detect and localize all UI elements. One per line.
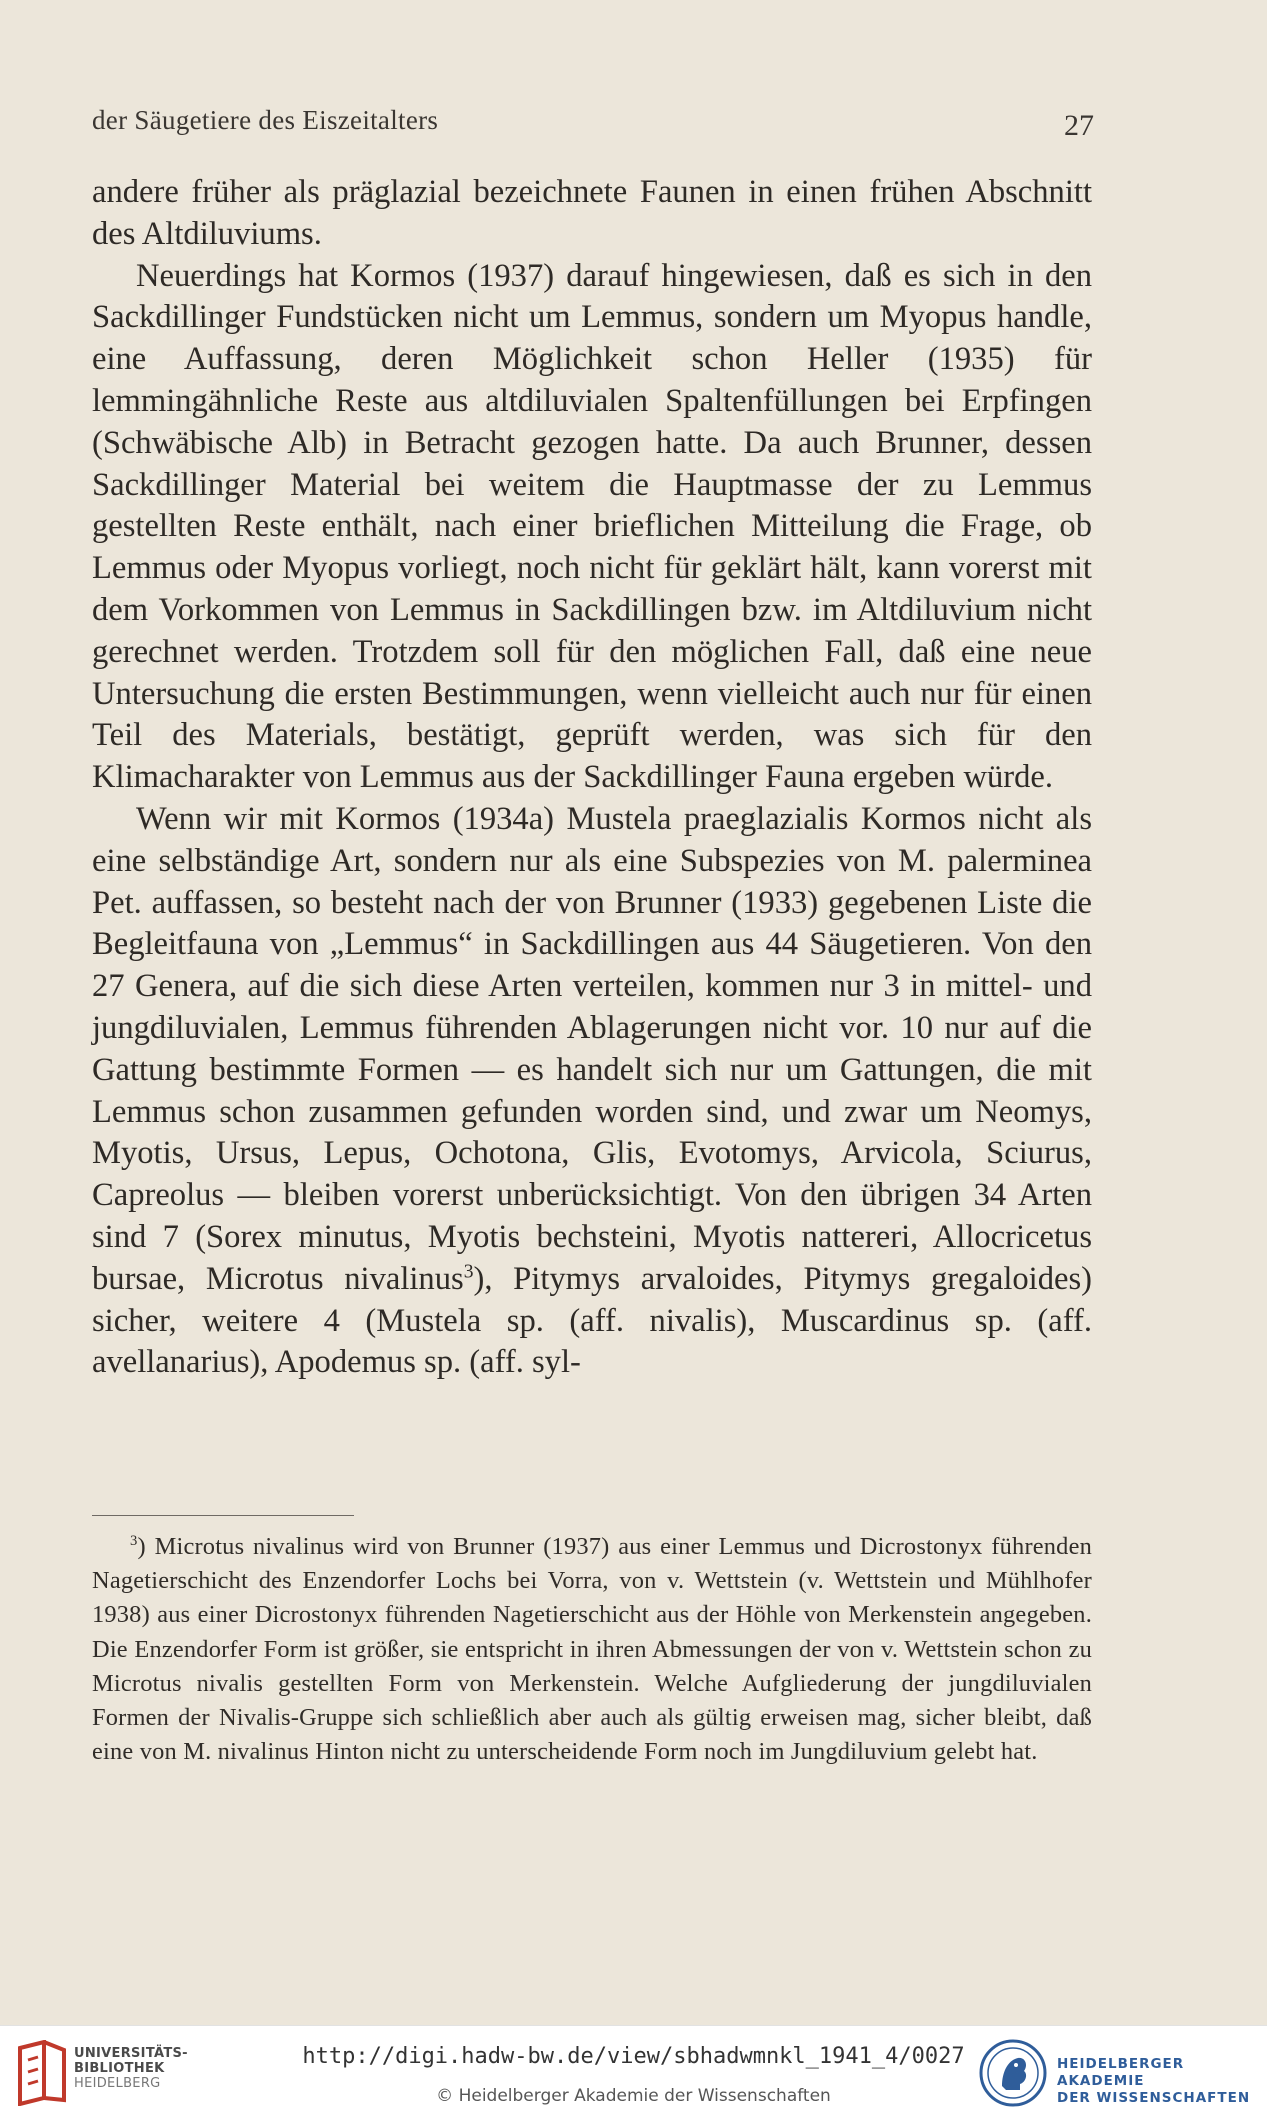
paragraph-3-text-b: ), Pitymys arvaloides, Pitymys gregaloides) sicher, weitere 4 (Mustela sp. (aff. nivalis), Muscardinus sp. (aff. avellanarius), Apodemus sp. (aff. syl- bbox=[92, 1260, 1092, 1381]
running-title: der Säugetiere des Eiszeitalters bbox=[92, 105, 439, 135]
footnote-marker: 3 bbox=[130, 1533, 138, 1550]
academy-name-line-1: HEIDELBERGER AKADEMIE bbox=[1057, 2056, 1185, 2089]
main-text bbox=[92, 172, 1092, 1384]
page-number: 27 bbox=[1064, 109, 1094, 142]
academy-name[interactable] bbox=[1057, 2056, 1267, 2107]
footnote bbox=[92, 1530, 1092, 1769]
footnote-text: ) Microtus nivalinus wird von Brunner (1937) aus einer Lemmus und Dicrostonyx führenden Nagetierschicht des Enzendorfer Lochs bei Vorra, von v. Wettstein (v. Wettstein und Mühlhofer 1938) aus einer Dicrostonyx führenden Nagetierschicht aus der Höhle von Merkenstein angegeben. Die Enzendorfer Form ist größer, sie entspricht in ihren Abmessungen der von v. Wettstein schon zu Microtus nivalis gestellten Form von Merkenstein. Welche Aufgliederung der jungdiluvialen Formen der Nivalis-Gruppe sich schließlich aber auch als gültig erweisen mag, sicher bleibt, daß eine von M. nivalinus Hinton nicht zu unterscheidende Form noch im Jungdiluvium gelebt hat. bbox=[92, 1533, 1092, 1766]
paragraph-1: andere früher als präglazial bezeichnete Faunen in einen frühen Abschnitt des Altdiluviums. bbox=[92, 174, 1092, 252]
copyright-notice: © Heidelberger Akademie der Wissenschaften bbox=[436, 2086, 831, 2106]
academy-seal-icon[interactable] bbox=[978, 2038, 1048, 2108]
footnote-reference[interactable]: 3 bbox=[463, 1260, 474, 1282]
permalink-url[interactable]: http://digi.hadw-bw.de/view/sbhadwmnkl_1941_4/0027 bbox=[302, 2044, 965, 2069]
paragraph-2: Neuerdings hat Kormos (1937) darauf hingewiesen, daß es sich in den Sackdillinger Fundstücken nicht um Lemmus, sondern um Myopus handle, eine Auffassung, deren Möglichkeit schon Heller (1935) für lemmingähnliche Reste aus altdiluvialen Spaltenfüllungen bei Erpfingen (Schwäbische Alb) in Betracht gezogen hatte. Da auch Brunner, dessen Sackdillinger Material bei weitem die Hauptmasse der zu Lemmus gestellten Reste enthält, nach einer brieflichen Mitteilung die Frage, ob Lemmus oder Myopus vorliegt, noch nicht für geklärt hält, kann vorerst mit dem Vorkommen von Lemmus in Sackdillingen bzw. im Altdiluvium nicht gerechnet werden. Trotzdem soll für den möglichen Fall, daß eine neue Untersuchung die ersten Bestimmungen, wenn vielleicht auch nur für einen Teil des Materials, bestätigt, geprüft werden, was sich für den Klimacharakter von Lemmus aus der Sackdillinger Fauna ergeben würde. bbox=[92, 257, 1092, 796]
library-name-line-2: BIBLIOTHEK bbox=[74, 2061, 165, 2076]
library-name-line-1: UNIVERSITÄTS- bbox=[74, 2046, 188, 2061]
paragraph-3-text-a: Wenn wir mit Kormos (1934a) Mustela praeglazialis Kormos nicht als eine selbständige Art, sondern nur als eine Subspezies von M. palerminea Pet. auffassen, so besteht nach der von Brunner (1933) gegebenen Liste die Begleitfauna von „Lemmus“ in Sackdillingen aus 44 Säugetieren. Von den 27 Genera, auf die sich diese Arten verteilen, kommen nur 3 in mittel- und jungdiluvialen, Lemmus führenden Ablagerungen nicht vor. 10 nur auf die Gattung bestimmte Formen — es handelt sich nur um Gattungen, die mit Lemmus schon zusammen gefunden worden sind, und zwar um Neomys, Myotis, Ursus, Lepus, Ochotona, Glis, Evotomys, Arvicola, Sciurus, Capreolus — bleiben vorerst unberücksichtigt. Von den übrigen 34 Arten sind 7 (Sorex minutus, Myotis bechsteini, Myotis nattereri, Allocricetus bursae, Microtus nivalinus bbox=[92, 800, 1092, 1297]
footnote-rule bbox=[92, 1515, 354, 1516]
academy-name-line-2: DER WISSENSCHAFTEN bbox=[1057, 2090, 1251, 2106]
footnote-paragraph bbox=[92, 1530, 1092, 1769]
library-name-line-3: HEIDELBERG bbox=[74, 2076, 161, 2091]
viewer-footer bbox=[0, 2025, 1267, 2120]
paragraph-3 bbox=[92, 799, 1092, 1384]
